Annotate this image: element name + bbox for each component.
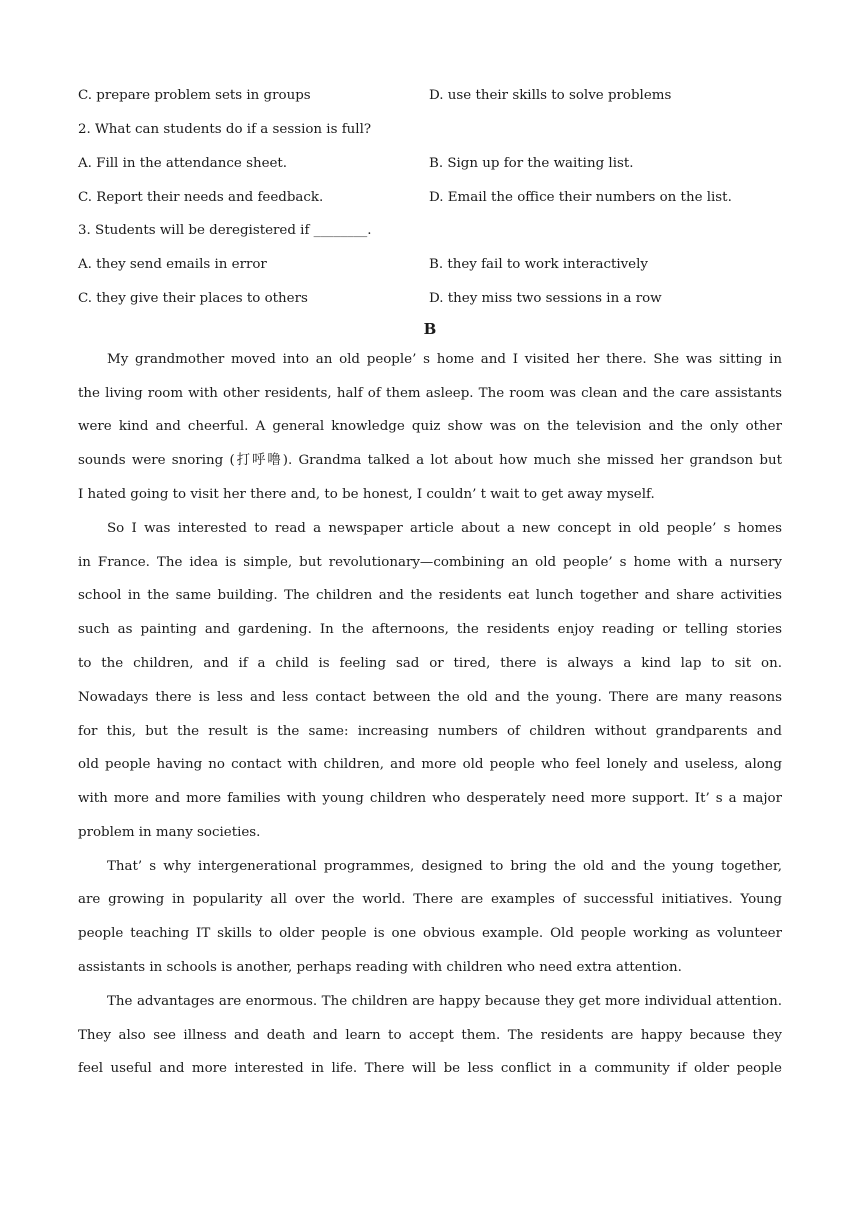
passage-line: Nowadays there is less and less contact between the old and the young. There are many reasons xyxy=(78,690,782,705)
passage-line: were kind and cheerful. A general knowledge quiz show was on the television and the only other xyxy=(78,419,782,434)
passage-line: in France. The idea is simple, but revolutionary—combining an old people’ s home with a nursery xyxy=(78,555,782,570)
passage-line: for this, but the result is the same: increasing numbers of children without grandparents and xyxy=(78,724,782,739)
passage-line: to the children, and if a child is feeling sad or tired, there is always a kind lap to sit on. xyxy=(78,656,782,671)
q2-option-d: D. Email the office their numbers on the list. xyxy=(429,190,732,205)
q1-option-d: D. use their skills to solve problems xyxy=(429,88,672,103)
q3-stem: 3. Students will be deregistered if ________. xyxy=(78,223,372,238)
passage-line: with more and more families with young children who desperately need more support. It’ s a major xyxy=(78,791,782,806)
passage-line: assistants in schools is another, perhaps reading with children who need extra attention. xyxy=(78,960,682,975)
passage-line: school in the same building. The children and the residents eat lunch together and share activities xyxy=(78,588,782,603)
q2-option-b: B. Sign up for the waiting list. xyxy=(429,156,634,171)
passage-line: are growing in popularity all over the world. There are examples of successful initiatives. Young xyxy=(78,892,782,907)
passage-line: people teaching IT skills to older people is one obvious example. Old people working as volunteer xyxy=(78,926,782,941)
q3-options-row-1 xyxy=(78,253,782,277)
section-b-heading: B xyxy=(423,320,437,338)
q2-stem: 2. What can students do if a session is full? xyxy=(78,122,372,137)
q1-options-row-2 xyxy=(78,84,782,108)
passage-line: I hated going to visit her there and, to be honest, I couldn’ t wait to get away myself. xyxy=(78,487,655,502)
passage-line: That’ s why intergenerational programmes, designed to bring the old and the young together, xyxy=(107,859,782,874)
q2-option-a: A. Fill in the attendance sheet. xyxy=(78,156,288,171)
passage-line: problem in many societies. xyxy=(78,825,261,840)
passage-line: feel useful and more interested in life. There will be less conflict in a community if older people xyxy=(78,1061,782,1076)
passage-line: So I was interested to read a newspaper article about a new concept in old people’ s homes xyxy=(107,521,782,536)
q3-option-d: D. they miss two sessions in a row xyxy=(429,291,662,306)
passage-line: sounds were snoring (打呼噜). Grandma talked a lot about how much she missed her grandson but xyxy=(78,453,782,468)
q3-options-row-2 xyxy=(78,287,782,311)
q2-options-row-1 xyxy=(78,152,782,176)
passage-line: They also see illness and death and learn to accept them. The residents are happy because they xyxy=(78,1028,782,1043)
q3-option-b: B. they fail to work interactively xyxy=(429,257,648,272)
passage-line: the living room with other residents, half of them asleep. The room was clean and the care assistants xyxy=(78,386,782,401)
q3-option-a: A. they send emails in error xyxy=(78,257,267,272)
passage-line: such as painting and gardening. In the afternoons, the residents enjoy reading or telling stories xyxy=(78,622,782,637)
passage-line: old people having no contact with children, and more old people who feel lonely and useless, along xyxy=(78,757,782,772)
q3-option-c: C. they give their places to others xyxy=(78,291,308,306)
passage-line: The advantages are enormous. The children are happy because they get more individual attention. xyxy=(107,994,782,1009)
passage-line: My grandmother moved into an old people’ s home and I visited her there. She was sitting in xyxy=(107,352,782,367)
q2-option-c: C. Report their needs and feedback. xyxy=(78,190,324,205)
q2-options-row-2 xyxy=(78,186,782,210)
q1-option-c: C. prepare problem sets in groups xyxy=(78,88,311,103)
